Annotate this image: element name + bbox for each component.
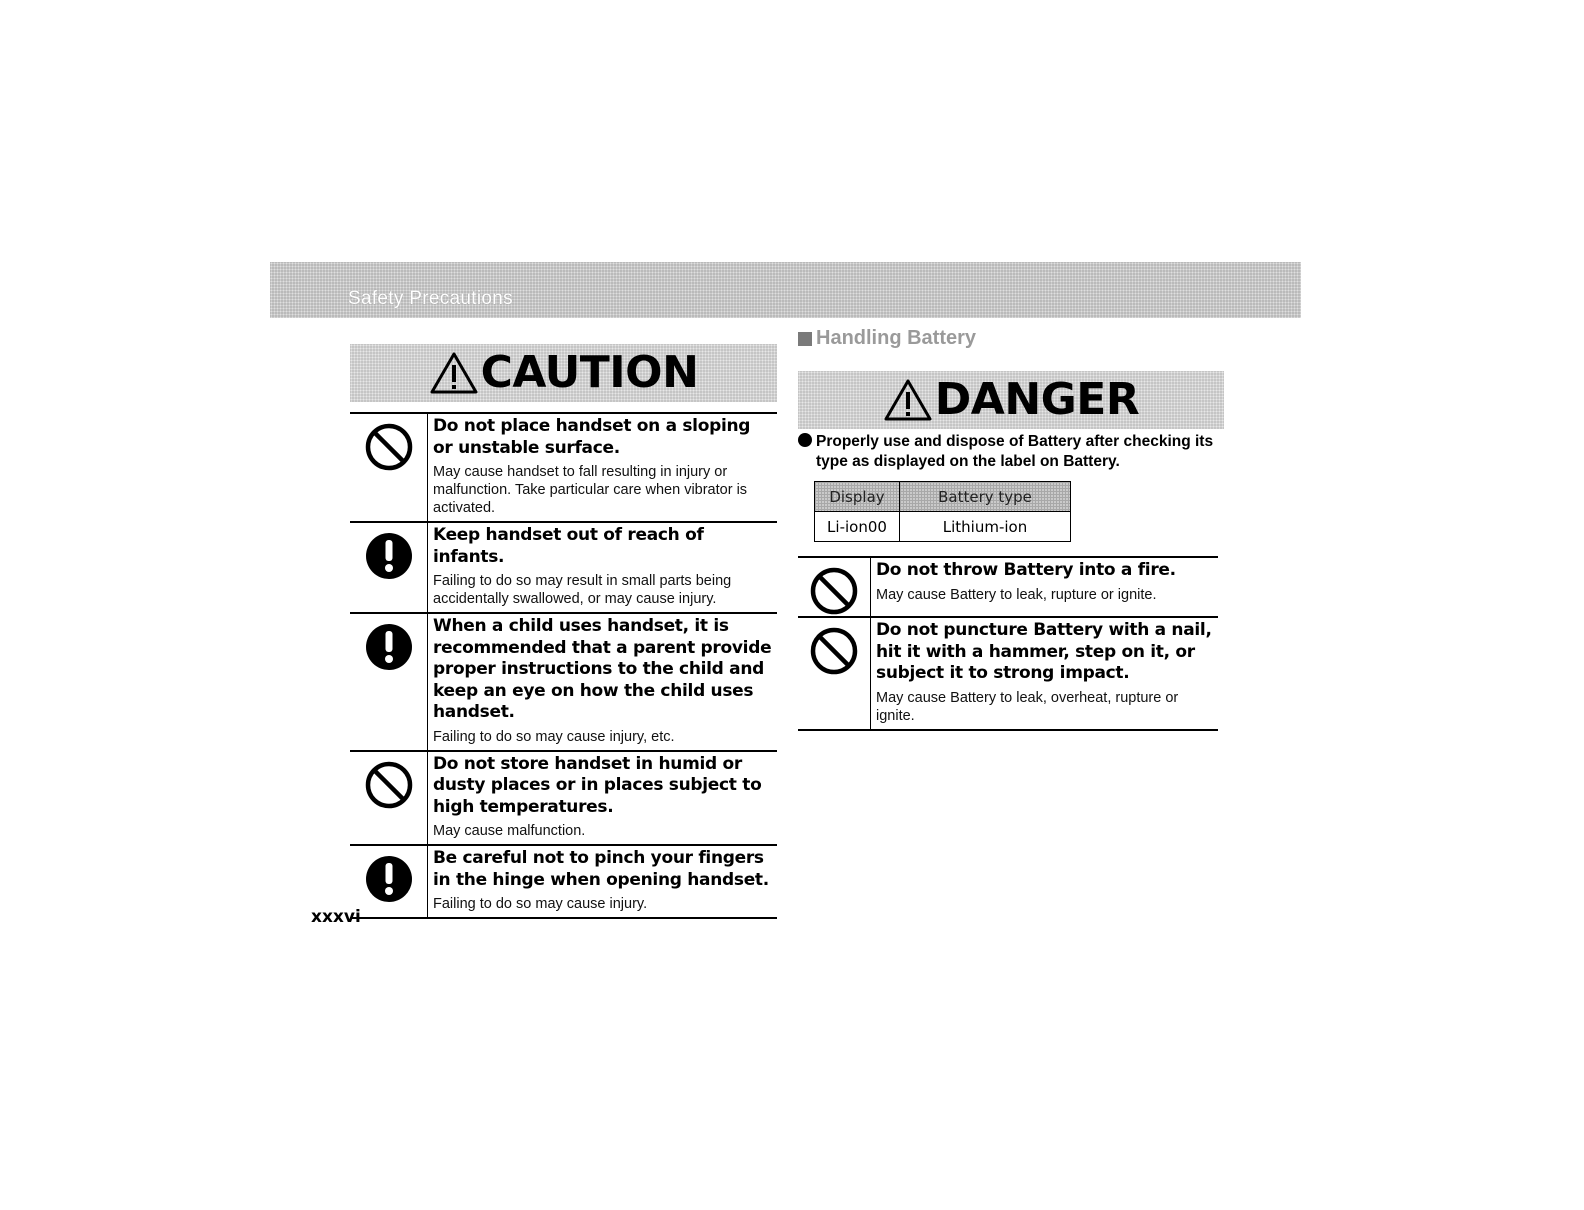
- caution-detail: May cause malfunction.: [433, 823, 586, 839]
- mandatory-action-icon: [364, 854, 414, 904]
- bullet-line-2: type as displayed on the label on Battery.: [816, 453, 1120, 470]
- header-display: Display: [815, 482, 900, 512]
- page-number: xxxvi: [311, 907, 361, 927]
- prohibited-icon: [809, 626, 859, 676]
- danger-heading: Do not throw Battery into a fire.: [876, 560, 1176, 580]
- caution-heading: Keep handset out of reach of infants.: [433, 525, 704, 567]
- bullet-line-1: Properly use and dispose of Battery after checking its: [816, 433, 1214, 450]
- icon-cell: [350, 522, 428, 613]
- battery-instruction: [798, 432, 1224, 472]
- battery-table-row: [815, 512, 1071, 542]
- caution-detail: Failing to do so may cause injury, etc.: [433, 728, 675, 745]
- caution-text-cell: [428, 845, 778, 918]
- icon-cell: [350, 751, 428, 846]
- icon-cell: [350, 413, 428, 522]
- section-square-icon: [798, 332, 812, 346]
- caution-detail: Failing to do so may result in small parts being accidentally swallowed, or may cause injury.: [433, 573, 732, 607]
- battery-type-table: [814, 481, 1071, 542]
- caution-row: [350, 845, 777, 918]
- danger-heading: Do not puncture Battery with a nail, hit it with a hammer, step on it, or subject it to strong impact.: [876, 620, 1212, 683]
- danger-row: [798, 557, 1218, 617]
- caution-detail: Failing to do so may cause injury.: [433, 896, 648, 912]
- icon-cell: [350, 845, 428, 918]
- caution-table: [350, 412, 777, 919]
- warning-triangle-icon: [883, 378, 933, 422]
- warning-triangle-icon: [429, 351, 479, 395]
- battery-table-header-row: [815, 482, 1071, 512]
- caution-label: CAUTION: [480, 347, 699, 398]
- section-title-text: Handling Battery: [816, 327, 977, 349]
- danger-banner: [798, 371, 1224, 429]
- page-header-band: [270, 262, 1301, 318]
- icon-cell: [798, 557, 871, 617]
- caution-text-cell: [428, 413, 778, 522]
- caution-row: [350, 751, 777, 846]
- caution-detail: May cause handset to fall resulting in injury or malfunction. Take particular care when vibrator is activated.: [433, 464, 748, 516]
- caution-text-cell: [428, 522, 778, 613]
- prohibited-icon: [809, 566, 859, 616]
- icon-cell: [798, 617, 871, 730]
- danger-table: [798, 556, 1218, 731]
- caution-text-cell: [428, 751, 778, 846]
- header-battery-type: Battery type: [900, 482, 1071, 512]
- danger-row: [798, 617, 1218, 730]
- caution-heading: Do not store handset in humid or dusty places or in places subject to high temperatures.: [433, 753, 762, 817]
- caution-heading: Be careful not to pinch your fingers in the hinge when opening handset.: [433, 848, 769, 890]
- caution-row: [350, 413, 777, 522]
- danger-text-cell: [871, 617, 1219, 730]
- prohibited-icon: [364, 760, 414, 810]
- prohibited-icon: [364, 422, 414, 472]
- section-title: [798, 327, 976, 350]
- caution-row: [350, 522, 777, 613]
- bullet-icon: [798, 433, 812, 447]
- danger-detail: May cause Battery to leak, overheat, rupture or ignite.: [876, 689, 1179, 724]
- caution-row: [350, 613, 777, 751]
- mandatory-action-icon: [364, 531, 414, 581]
- caution-text-cell: [428, 613, 778, 751]
- danger-text-cell: [871, 557, 1219, 617]
- page-header-title: Safety Precautions: [348, 288, 513, 309]
- danger-label: DANGER: [934, 374, 1140, 425]
- caution-banner: [350, 344, 777, 402]
- caution-heading: Do not place handset on a sloping or unstable surface.: [433, 416, 751, 458]
- icon-cell: [350, 613, 428, 751]
- caution-heading: When a child uses handset, it is recommended that a parent provide proper instructions to the child and keep an eye on how the child uses handset.: [433, 616, 772, 722]
- cell-display: Li-ion00: [815, 512, 900, 542]
- danger-detail: May cause Battery to leak, rupture or ignite.: [876, 586, 1157, 603]
- cell-battery-type: Lithium-ion: [900, 512, 1071, 542]
- mandatory-action-icon: [364, 622, 414, 672]
